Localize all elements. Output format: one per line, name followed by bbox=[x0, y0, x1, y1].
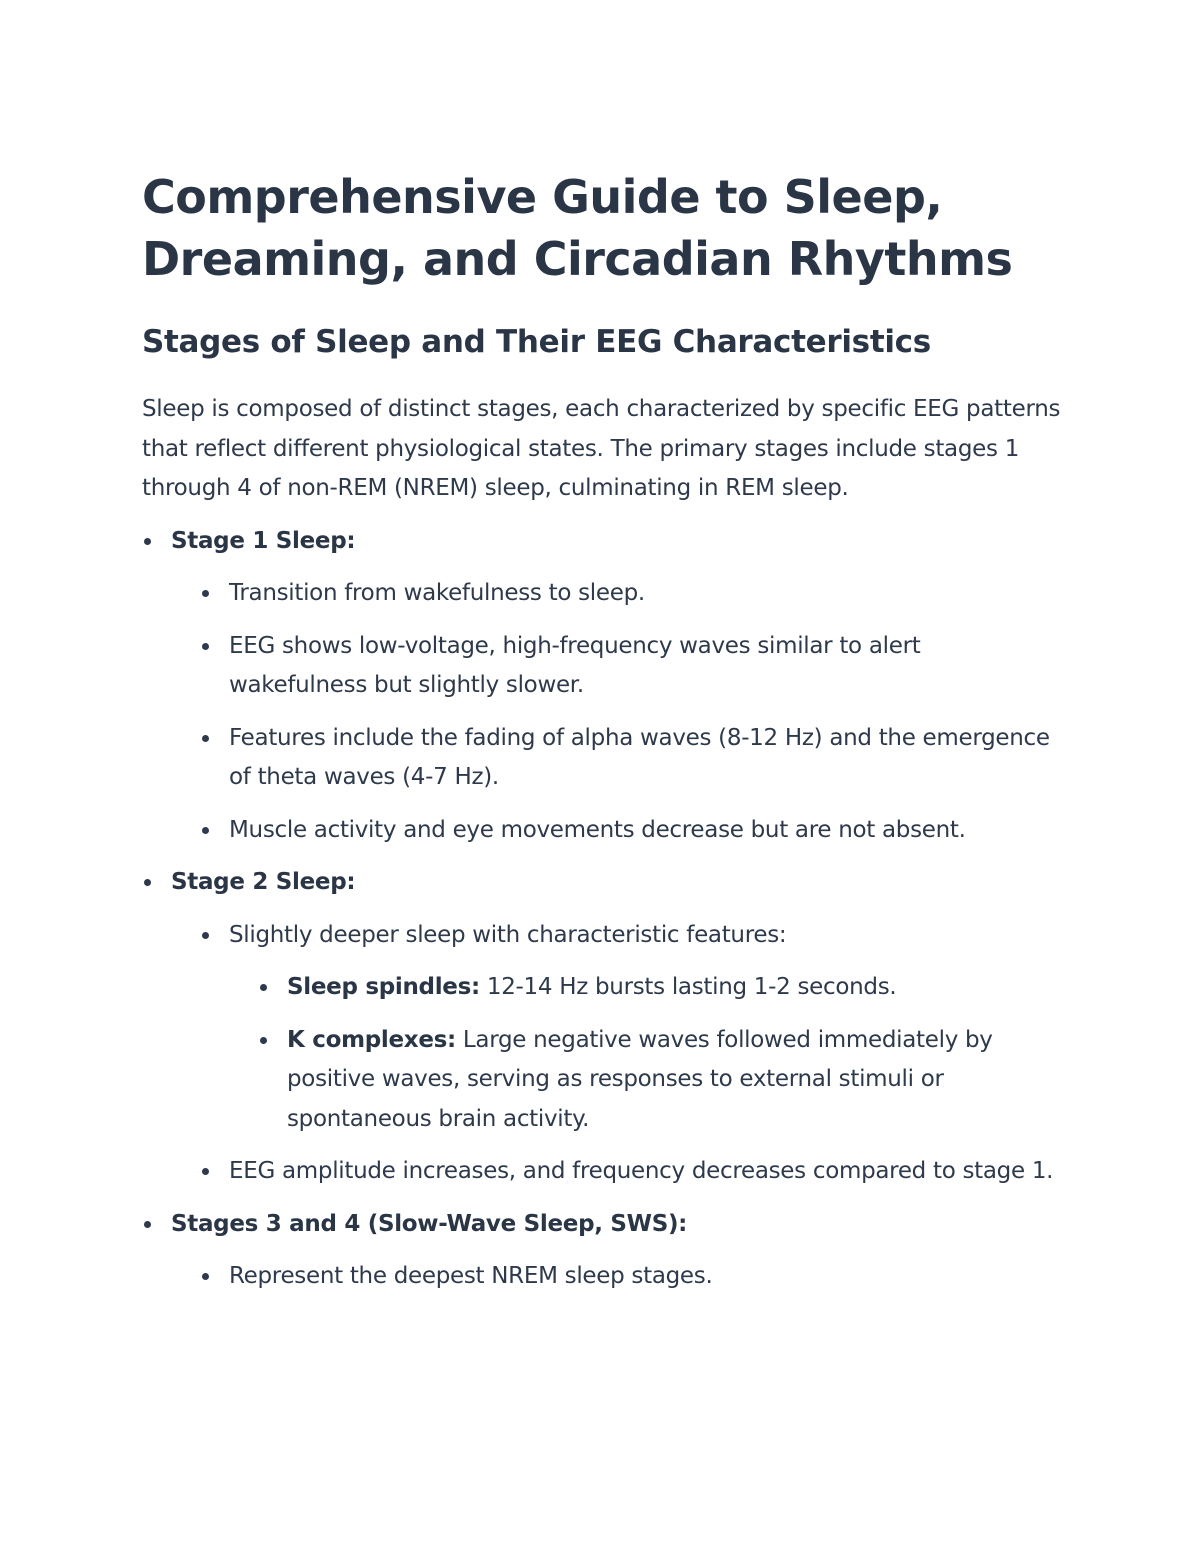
list-item: Features include the fading of alpha waves (8-12 Hz) and the emergence of theta waves (4-7 Hz). bbox=[200, 719, 1062, 798]
k-complexes-text: Large negative waves followed immediately by positive waves, serving as responses to external stimuli or spontaneous brain activity. bbox=[287, 1026, 993, 1132]
list-item: Transition from wakefulness to sleep. bbox=[200, 574, 1062, 614]
list-item bbox=[200, 916, 1062, 1140]
sleep-spindles-text: 12-14 Hz bursts lasting 1-2 seconds. bbox=[479, 974, 897, 1000]
stages-list bbox=[142, 522, 1062, 1297]
list-item-sleep-spindles bbox=[258, 968, 1062, 1008]
stage2-features-text: Slightly deeper sleep with characteristic features: bbox=[229, 921, 787, 948]
list-item: Represent the deepest NREM sleep stages. bbox=[200, 1257, 1062, 1297]
document-page bbox=[142, 166, 1062, 1297]
k-complexes-term: K complexes: bbox=[287, 1026, 456, 1053]
intro-paragraph: Sleep is composed of distinct stages, each characterized by specific EEG patterns that reflect different physiological states. The primary stages include stages 1 through 4 of non-REM (NREM) sleep, culminating in REM sleep. bbox=[142, 396, 1061, 501]
list-item-stage2 bbox=[142, 863, 1062, 1192]
stage2-sublist bbox=[200, 916, 1062, 1192]
stage34-sublist bbox=[200, 1257, 1062, 1297]
list-item: EEG shows low-voltage, high-frequency waves similar to alert wakefulness but slightly slower. bbox=[200, 627, 1062, 706]
list-item: Muscle activity and eye movements decrease but are not absent. bbox=[200, 811, 1062, 851]
stage2-heading: Stage 2 Sleep: bbox=[171, 869, 356, 895]
stage1-sublist bbox=[200, 574, 1062, 850]
stage1-heading: Stage 1 Sleep: bbox=[171, 527, 356, 554]
section-heading: Stages of Sleep and Their EEG Characteristics bbox=[142, 324, 931, 360]
list-item: EEG amplitude increases, and frequency decreases compared to stage 1. bbox=[200, 1152, 1062, 1192]
list-item-stage34 bbox=[142, 1205, 1062, 1297]
document-title: Comprehensive Guide to Sleep, Dreaming, and Circadian Rhythms bbox=[142, 170, 1013, 286]
stage2-features-list bbox=[258, 968, 1062, 1139]
list-item-k-complexes bbox=[258, 1021, 1062, 1140]
sleep-spindles-term: Sleep spindles: bbox=[287, 974, 480, 1000]
stage34-heading: Stages 3 and 4 (Slow-Wave Sleep, SWS): bbox=[171, 1210, 688, 1237]
list-item-stage1 bbox=[142, 522, 1062, 851]
